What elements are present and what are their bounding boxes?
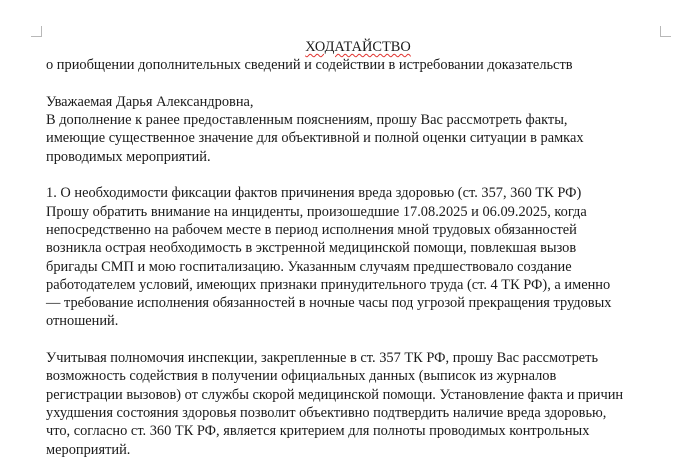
- page-corner-mark-top-right: [660, 26, 671, 37]
- section1-line: Прошу обратить внимание на инциденты, произошедшие 17.08.2025 и 06.09.2025, когда: [46, 203, 587, 220]
- blank-line: [46, 331, 660, 349]
- intro-line: проводимых мероприятий.: [46, 148, 211, 165]
- intro-line: имеющие существенное значение для объективной и полной оценки ситуации в рамках: [46, 130, 584, 147]
- document-subtitle: о приобщении дополнительных сведений и содействии в истребовании доказательств: [46, 57, 573, 74]
- section1-line: возникла острая необходимость в экстренной медицинской помощи, повлекшая вызов: [46, 240, 577, 257]
- section2-line: Учитывая полномочия инспекции, закрепленные в ст. 357 ТК РФ, прошу Вас рассмотреть: [46, 350, 599, 367]
- section2-line: ухудшения состояния здоровья позволит объективно подтвердить наличие вреда здоровью,: [46, 404, 607, 421]
- salutation: Уважаемая Дарья Александровна,: [46, 93, 254, 110]
- page-corner-mark-top-left: [31, 26, 42, 37]
- blank-line: [46, 75, 660, 93]
- section1-line: непосредственно на рабочем месте в период исполнения мной трудовых обязанностей: [46, 221, 577, 238]
- section2-line: регистрации вызовов) от службы скорой медицинской помощи. Установление факта и причин: [46, 386, 624, 403]
- blank-line: [46, 166, 660, 184]
- section1-line: — требование исполнения обязанностей в ночные часы под угрозой прекращения трудовых: [46, 295, 612, 312]
- section1-line: отношений.: [46, 313, 119, 330]
- section2-line: что, согласно ст. 360 ТК РФ, является критерием для полноты проводимых контрольных: [46, 423, 590, 440]
- intro-line: В дополнение к ранее предоставленным пояснениям, прошу Вас рассмотреть факты,: [46, 112, 568, 129]
- section1-line: бригады СМП и мою госпитализацию. Указанным случаям предшествовало создание: [46, 258, 572, 275]
- section1-heading: 1. О необходимости фиксации фактов причинения вреда здоровью (ст. 357, 360 ТК РФ): [46, 185, 582, 202]
- section1-line: работодателем условий, имеющих признаки принудительного труда (ст. 4 ТК РФ), а именно: [46, 276, 611, 293]
- document-title: ХОДАТАЙСТВО: [305, 39, 411, 55]
- section2-line: мероприятий.: [46, 441, 131, 458]
- section2-line: возможность содействия в получении официальных данных (выписок из журналов: [46, 368, 557, 385]
- document-body[interactable]: [46, 38, 660, 459]
